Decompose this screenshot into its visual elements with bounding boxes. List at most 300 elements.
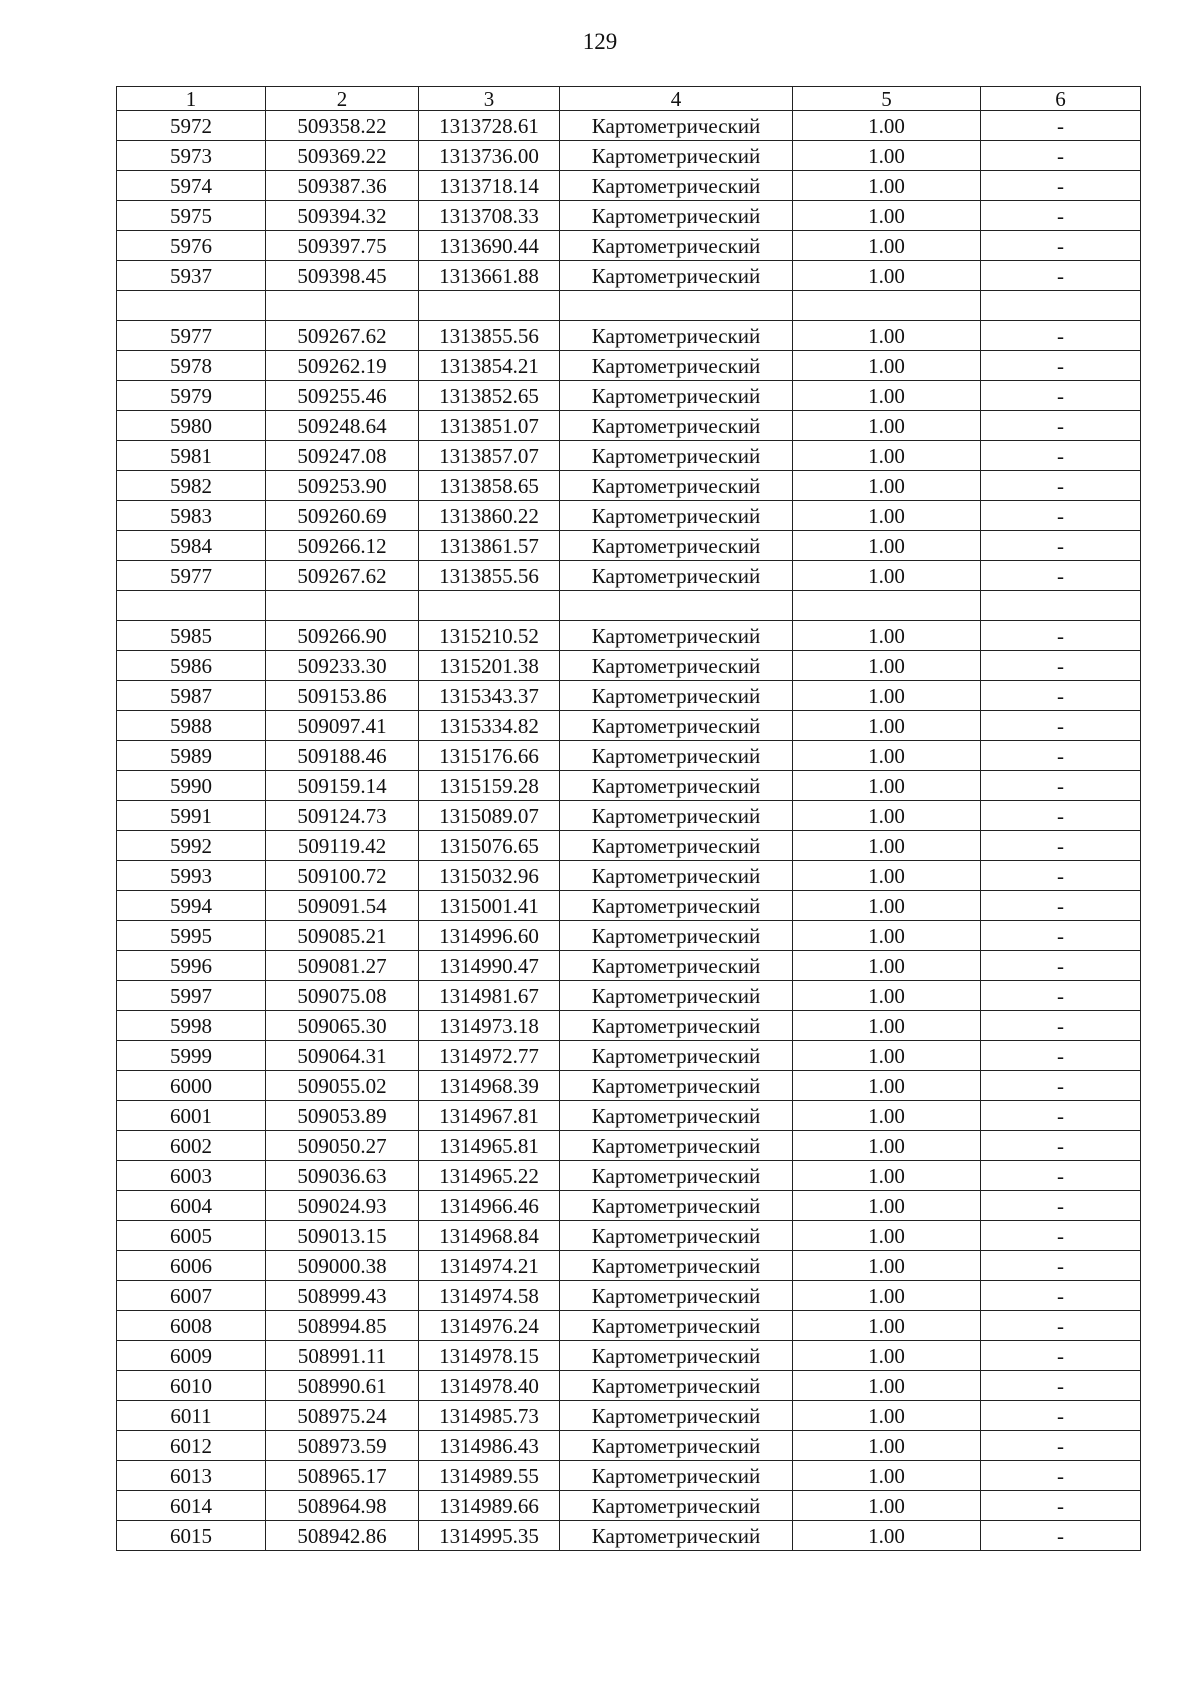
y-coordinate-cell: 1314981.67: [419, 981, 560, 1011]
accuracy-cell: 1.00: [793, 621, 981, 651]
x-coordinate-cell: 509266.12: [266, 531, 419, 561]
x-coordinate-cell: 509036.63: [266, 1161, 419, 1191]
note-cell: -: [981, 531, 1141, 561]
y-coordinate-cell: 1315176.66: [419, 741, 560, 771]
table-row: [117, 981, 1141, 1011]
note-cell: -: [981, 1341, 1141, 1371]
method-cell: Картометрический: [560, 1131, 793, 1161]
accuracy-cell: 1.00: [793, 261, 981, 291]
x-coordinate-cell: 508965.17: [266, 1461, 419, 1491]
point-number-cell: 6014: [117, 1491, 266, 1521]
table-row: [117, 711, 1141, 741]
note-cell: -: [981, 1011, 1141, 1041]
y-coordinate-cell: 1315076.65: [419, 831, 560, 861]
y-coordinate-cell: 1314974.58: [419, 1281, 560, 1311]
table-row: [117, 1101, 1141, 1131]
point-number-cell: 5975: [117, 201, 266, 231]
column-header: 2: [266, 87, 419, 111]
table-row: [117, 321, 1141, 351]
y-coordinate-cell: 1314966.46: [419, 1191, 560, 1221]
note-cell: -: [981, 801, 1141, 831]
note-cell: -: [981, 981, 1141, 1011]
accuracy-cell: 1.00: [793, 1491, 981, 1521]
y-coordinate-cell: 1313718.14: [419, 171, 560, 201]
note-cell: -: [981, 1071, 1141, 1101]
table-row: [117, 1521, 1141, 1551]
note-cell: -: [981, 1371, 1141, 1401]
table-row: [117, 501, 1141, 531]
method-cell: Картометрический: [560, 141, 793, 171]
accuracy-cell: 1.00: [793, 681, 981, 711]
note-cell: -: [981, 1101, 1141, 1131]
note-cell: -: [981, 921, 1141, 951]
accuracy-cell: 1.00: [793, 801, 981, 831]
x-coordinate-cell: 509262.19: [266, 351, 419, 381]
point-number-cell: 6000: [117, 1071, 266, 1101]
note-cell: -: [981, 1041, 1141, 1071]
accuracy-cell: [793, 291, 981, 321]
table-row: [117, 1071, 1141, 1101]
note-cell: -: [981, 1431, 1141, 1461]
method-cell: Картометрический: [560, 981, 793, 1011]
table-row: [117, 261, 1141, 291]
table-row: [117, 531, 1141, 561]
table-row: [117, 1281, 1141, 1311]
header-row: [117, 87, 1141, 111]
method-cell: Картометрический: [560, 1521, 793, 1551]
point-number-cell: 5972: [117, 111, 266, 141]
table-row: [117, 1461, 1141, 1491]
x-coordinate-cell: 508973.59: [266, 1431, 419, 1461]
method-cell: Картометрический: [560, 1401, 793, 1431]
note-cell: -: [981, 711, 1141, 741]
accuracy-cell: 1.00: [793, 711, 981, 741]
note-cell: -: [981, 501, 1141, 531]
method-cell: Картометрический: [560, 741, 793, 771]
method-cell: Картометрический: [560, 1161, 793, 1191]
y-coordinate-cell: 1314965.22: [419, 1161, 560, 1191]
accuracy-cell: 1.00: [793, 1191, 981, 1221]
y-coordinate-cell: 1315032.96: [419, 861, 560, 891]
note-cell: -: [981, 1131, 1141, 1161]
x-coordinate-cell: 508994.85: [266, 1311, 419, 1341]
point-number-cell: 6007: [117, 1281, 266, 1311]
x-coordinate-cell: 508975.24: [266, 1401, 419, 1431]
table-row: [117, 1191, 1141, 1221]
point-number-cell: 5974: [117, 171, 266, 201]
point-number-cell: 5937: [117, 261, 266, 291]
table-row: [117, 1431, 1141, 1461]
accuracy-cell: 1.00: [793, 321, 981, 351]
accuracy-cell: 1.00: [793, 1401, 981, 1431]
table-row: [117, 1491, 1141, 1521]
y-coordinate-cell: 1314989.55: [419, 1461, 560, 1491]
method-cell: Картометрический: [560, 1341, 793, 1371]
accuracy-cell: 1.00: [793, 861, 981, 891]
point-number-cell: 5988: [117, 711, 266, 741]
method-cell: Картометрический: [560, 861, 793, 891]
y-coordinate-cell: 1314989.66: [419, 1491, 560, 1521]
note-cell: -: [981, 561, 1141, 591]
method-cell: [560, 591, 793, 621]
accuracy-cell: 1.00: [793, 1251, 981, 1281]
note-cell: -: [981, 771, 1141, 801]
method-cell: Картометрический: [560, 1041, 793, 1071]
point-number-cell: 5989: [117, 741, 266, 771]
method-cell: Картометрический: [560, 111, 793, 141]
point-number-cell: 5987: [117, 681, 266, 711]
method-cell: Картометрический: [560, 771, 793, 801]
note-cell: -: [981, 1251, 1141, 1281]
y-coordinate-cell: 1314996.60: [419, 921, 560, 951]
x-coordinate-cell: 509075.08: [266, 981, 419, 1011]
table-row: [117, 1161, 1141, 1191]
y-coordinate-cell: 1314978.40: [419, 1371, 560, 1401]
separator-row: [117, 291, 1141, 321]
x-coordinate-cell: 509000.38: [266, 1251, 419, 1281]
y-coordinate-cell: 1314973.18: [419, 1011, 560, 1041]
point-number-cell: 5992: [117, 831, 266, 861]
x-coordinate-cell: 509153.86: [266, 681, 419, 711]
method-cell: Картометрический: [560, 351, 793, 381]
accuracy-cell: 1.00: [793, 351, 981, 381]
table-row: [117, 411, 1141, 441]
note-cell: -: [981, 681, 1141, 711]
method-cell: Картометрический: [560, 1461, 793, 1491]
point-number-cell: 5984: [117, 531, 266, 561]
note-cell: -: [981, 621, 1141, 651]
accuracy-cell: 1.00: [793, 1221, 981, 1251]
point-number-cell: 6005: [117, 1221, 266, 1251]
point-number-cell: [117, 291, 266, 321]
table-row: [117, 651, 1141, 681]
x-coordinate-cell: 509065.30: [266, 1011, 419, 1041]
y-coordinate-cell: 1314968.39: [419, 1071, 560, 1101]
method-cell: Картометрический: [560, 561, 793, 591]
method-cell: Картометрический: [560, 1281, 793, 1311]
x-coordinate-cell: 509081.27: [266, 951, 419, 981]
x-coordinate-cell: 509267.62: [266, 321, 419, 351]
note-cell: [981, 591, 1141, 621]
x-coordinate-cell: 509369.22: [266, 141, 419, 171]
point-number-cell: 6009: [117, 1341, 266, 1371]
y-coordinate-cell: 1315210.52: [419, 621, 560, 651]
point-number-cell: 5976: [117, 231, 266, 261]
y-coordinate-cell: 1314974.21: [419, 1251, 560, 1281]
accuracy-cell: 1.00: [793, 111, 981, 141]
y-coordinate-cell: [419, 291, 560, 321]
y-coordinate-cell: 1314976.24: [419, 1311, 560, 1341]
x-coordinate-cell: 509053.89: [266, 1101, 419, 1131]
x-coordinate-cell: 509159.14: [266, 771, 419, 801]
accuracy-cell: 1.00: [793, 471, 981, 501]
method-cell: Картометрический: [560, 411, 793, 441]
point-number-cell: 5978: [117, 351, 266, 381]
method-cell: [560, 291, 793, 321]
table-body: [117, 111, 1141, 1551]
note-cell: -: [981, 381, 1141, 411]
note-cell: -: [981, 1461, 1141, 1491]
table-row: [117, 921, 1141, 951]
y-coordinate-cell: 1314990.47: [419, 951, 560, 981]
method-cell: Картометрический: [560, 1011, 793, 1041]
accuracy-cell: 1.00: [793, 1161, 981, 1191]
table-row: [117, 1341, 1141, 1371]
x-coordinate-cell: 509266.90: [266, 621, 419, 651]
y-coordinate-cell: 1315001.41: [419, 891, 560, 921]
table-row: [117, 1011, 1141, 1041]
note-cell: -: [981, 201, 1141, 231]
method-cell: Картометрический: [560, 381, 793, 411]
x-coordinate-cell: 509398.45: [266, 261, 419, 291]
x-coordinate-cell: 509248.64: [266, 411, 419, 441]
table-row: [117, 111, 1141, 141]
y-coordinate-cell: 1315089.07: [419, 801, 560, 831]
point-number-cell: 6013: [117, 1461, 266, 1491]
x-coordinate-cell: 509394.32: [266, 201, 419, 231]
table-row: [117, 201, 1141, 231]
method-cell: Картометрический: [560, 1311, 793, 1341]
x-coordinate-cell: [266, 591, 419, 621]
y-coordinate-cell: 1315343.37: [419, 681, 560, 711]
x-coordinate-cell: 509013.15: [266, 1221, 419, 1251]
note-cell: -: [981, 351, 1141, 381]
table-row: [117, 231, 1141, 261]
separator-row: [117, 591, 1141, 621]
accuracy-cell: 1.00: [793, 1101, 981, 1131]
accuracy-cell: 1.00: [793, 411, 981, 441]
accuracy-cell: 1.00: [793, 531, 981, 561]
method-cell: Картометрический: [560, 801, 793, 831]
y-coordinate-cell: 1315159.28: [419, 771, 560, 801]
note-cell: -: [981, 1491, 1141, 1521]
accuracy-cell: 1.00: [793, 441, 981, 471]
method-cell: Картометрический: [560, 621, 793, 651]
method-cell: Картометрический: [560, 261, 793, 291]
table-row: [117, 861, 1141, 891]
note-cell: -: [981, 651, 1141, 681]
x-coordinate-cell: 509124.73: [266, 801, 419, 831]
accuracy-cell: 1.00: [793, 1041, 981, 1071]
y-coordinate-cell: 1314972.77: [419, 1041, 560, 1071]
y-coordinate-cell: 1313857.07: [419, 441, 560, 471]
column-header: 5: [793, 87, 981, 111]
accuracy-cell: 1.00: [793, 891, 981, 921]
y-coordinate-cell: 1315334.82: [419, 711, 560, 741]
point-number-cell: 6003: [117, 1161, 266, 1191]
table-row: [117, 1131, 1141, 1161]
accuracy-cell: 1.00: [793, 501, 981, 531]
table-row: [117, 441, 1141, 471]
y-coordinate-cell: 1313858.65: [419, 471, 560, 501]
table-row: [117, 741, 1141, 771]
method-cell: Картометрический: [560, 921, 793, 951]
method-cell: Картометрический: [560, 171, 793, 201]
method-cell: Картометрический: [560, 231, 793, 261]
point-number-cell: 5985: [117, 621, 266, 651]
column-header: 1: [117, 87, 266, 111]
accuracy-cell: 1.00: [793, 1341, 981, 1371]
point-number-cell: 6006: [117, 1251, 266, 1281]
point-number-cell: 6004: [117, 1191, 266, 1221]
page-number: 129: [582, 29, 618, 54]
x-coordinate-cell: 509050.27: [266, 1131, 419, 1161]
x-coordinate-cell: 508942.86: [266, 1521, 419, 1551]
accuracy-cell: 1.00: [793, 201, 981, 231]
note-cell: -: [981, 1221, 1141, 1251]
y-coordinate-cell: 1313690.44: [419, 231, 560, 261]
y-coordinate-cell: 1313708.33: [419, 201, 560, 231]
point-number-cell: 6002: [117, 1131, 266, 1161]
point-number-cell: 5986: [117, 651, 266, 681]
x-coordinate-cell: 509119.42: [266, 831, 419, 861]
y-coordinate-cell: 1314985.73: [419, 1401, 560, 1431]
x-coordinate-cell: 508990.61: [266, 1371, 419, 1401]
method-cell: Картометрический: [560, 1221, 793, 1251]
table-row: [117, 621, 1141, 651]
x-coordinate-cell: 509253.90: [266, 471, 419, 501]
accuracy-cell: 1.00: [793, 1461, 981, 1491]
point-number-cell: 6011: [117, 1401, 266, 1431]
x-coordinate-cell: 509255.46: [266, 381, 419, 411]
method-cell: Картометрический: [560, 1431, 793, 1461]
y-coordinate-cell: 1313661.88: [419, 261, 560, 291]
table-row: [117, 1311, 1141, 1341]
note-cell: -: [981, 891, 1141, 921]
y-coordinate-cell: [419, 591, 560, 621]
point-number-cell: 5990: [117, 771, 266, 801]
accuracy-cell: 1.00: [793, 651, 981, 681]
method-cell: Картометрический: [560, 1491, 793, 1521]
note-cell: [981, 291, 1141, 321]
y-coordinate-cell: 1313852.65: [419, 381, 560, 411]
method-cell: Картометрический: [560, 471, 793, 501]
table-row: [117, 381, 1141, 411]
x-coordinate-cell: 509085.21: [266, 921, 419, 951]
method-cell: Картометрический: [560, 651, 793, 681]
table-row: [117, 1371, 1141, 1401]
point-number-cell: 6010: [117, 1371, 266, 1401]
note-cell: -: [981, 831, 1141, 861]
note-cell: -: [981, 1521, 1141, 1551]
note-cell: -: [981, 141, 1141, 171]
method-cell: Картометрический: [560, 951, 793, 981]
table-header: [117, 87, 1141, 111]
y-coordinate-cell: 1314978.15: [419, 1341, 560, 1371]
y-coordinate-cell: 1314995.35: [419, 1521, 560, 1551]
column-header: 4: [560, 87, 793, 111]
method-cell: Картометрический: [560, 1101, 793, 1131]
point-number-cell: 6015: [117, 1521, 266, 1551]
method-cell: Картометрический: [560, 531, 793, 561]
x-coordinate-cell: 509233.30: [266, 651, 419, 681]
table-row: [117, 681, 1141, 711]
accuracy-cell: 1.00: [793, 1521, 981, 1551]
column-header: 3: [419, 87, 560, 111]
accuracy-cell: 1.00: [793, 771, 981, 801]
table-row: [117, 561, 1141, 591]
accuracy-cell: 1.00: [793, 951, 981, 981]
x-coordinate-cell: 508991.11: [266, 1341, 419, 1371]
x-coordinate-cell: 509100.72: [266, 861, 419, 891]
method-cell: Картометрический: [560, 891, 793, 921]
table-row: [117, 771, 1141, 801]
y-coordinate-cell: 1313855.56: [419, 321, 560, 351]
note-cell: -: [981, 441, 1141, 471]
table-row: [117, 1221, 1141, 1251]
y-coordinate-cell: 1313860.22: [419, 501, 560, 531]
x-coordinate-cell: 509397.75: [266, 231, 419, 261]
x-coordinate-cell: [266, 291, 419, 321]
point-number-cell: 5996: [117, 951, 266, 981]
point-number-cell: 6012: [117, 1431, 266, 1461]
x-coordinate-cell: 509387.36: [266, 171, 419, 201]
accuracy-cell: 1.00: [793, 231, 981, 261]
method-cell: Картометрический: [560, 681, 793, 711]
table-row: [117, 801, 1141, 831]
x-coordinate-cell: 509188.46: [266, 741, 419, 771]
y-coordinate-cell: 1314967.81: [419, 1101, 560, 1131]
point-number-cell: 5995: [117, 921, 266, 951]
accuracy-cell: 1.00: [793, 1281, 981, 1311]
table-row: [117, 471, 1141, 501]
x-coordinate-cell: 509091.54: [266, 891, 419, 921]
x-coordinate-cell: 509267.62: [266, 561, 419, 591]
note-cell: -: [981, 1311, 1141, 1341]
point-number-cell: 5977: [117, 561, 266, 591]
accuracy-cell: 1.00: [793, 561, 981, 591]
y-coordinate-cell: 1314986.43: [419, 1431, 560, 1461]
note-cell: -: [981, 1281, 1141, 1311]
accuracy-cell: 1.00: [793, 741, 981, 771]
x-coordinate-cell: 509097.41: [266, 711, 419, 741]
point-number-cell: 5979: [117, 381, 266, 411]
point-number-cell: 5977: [117, 321, 266, 351]
table-row: [117, 1041, 1141, 1071]
accuracy-cell: 1.00: [793, 981, 981, 1011]
method-cell: Картометрический: [560, 201, 793, 231]
point-number-cell: 6008: [117, 1311, 266, 1341]
note-cell: -: [981, 861, 1141, 891]
point-number-cell: 5982: [117, 471, 266, 501]
x-coordinate-cell: 509247.08: [266, 441, 419, 471]
accuracy-cell: 1.00: [793, 1311, 981, 1341]
point-number-cell: 5993: [117, 861, 266, 891]
accuracy-cell: 1.00: [793, 831, 981, 861]
point-number-cell: [117, 591, 266, 621]
point-number-cell: 5980: [117, 411, 266, 441]
note-cell: -: [981, 231, 1141, 261]
point-number-cell: 5973: [117, 141, 266, 171]
table-row: [117, 171, 1141, 201]
note-cell: -: [981, 321, 1141, 351]
method-cell: Картометрический: [560, 1071, 793, 1101]
note-cell: -: [981, 1161, 1141, 1191]
accuracy-cell: 1.00: [793, 1371, 981, 1401]
y-coordinate-cell: 1314965.81: [419, 1131, 560, 1161]
note-cell: -: [981, 171, 1141, 201]
y-coordinate-cell: 1313851.07: [419, 411, 560, 441]
accuracy-cell: [793, 591, 981, 621]
note-cell: -: [981, 951, 1141, 981]
table-row: [117, 1251, 1141, 1281]
y-coordinate-cell: 1313736.00: [419, 141, 560, 171]
point-number-cell: 5997: [117, 981, 266, 1011]
note-cell: -: [981, 471, 1141, 501]
accuracy-cell: 1.00: [793, 1431, 981, 1461]
y-coordinate-cell: 1314968.84: [419, 1221, 560, 1251]
point-number-cell: 5999: [117, 1041, 266, 1071]
